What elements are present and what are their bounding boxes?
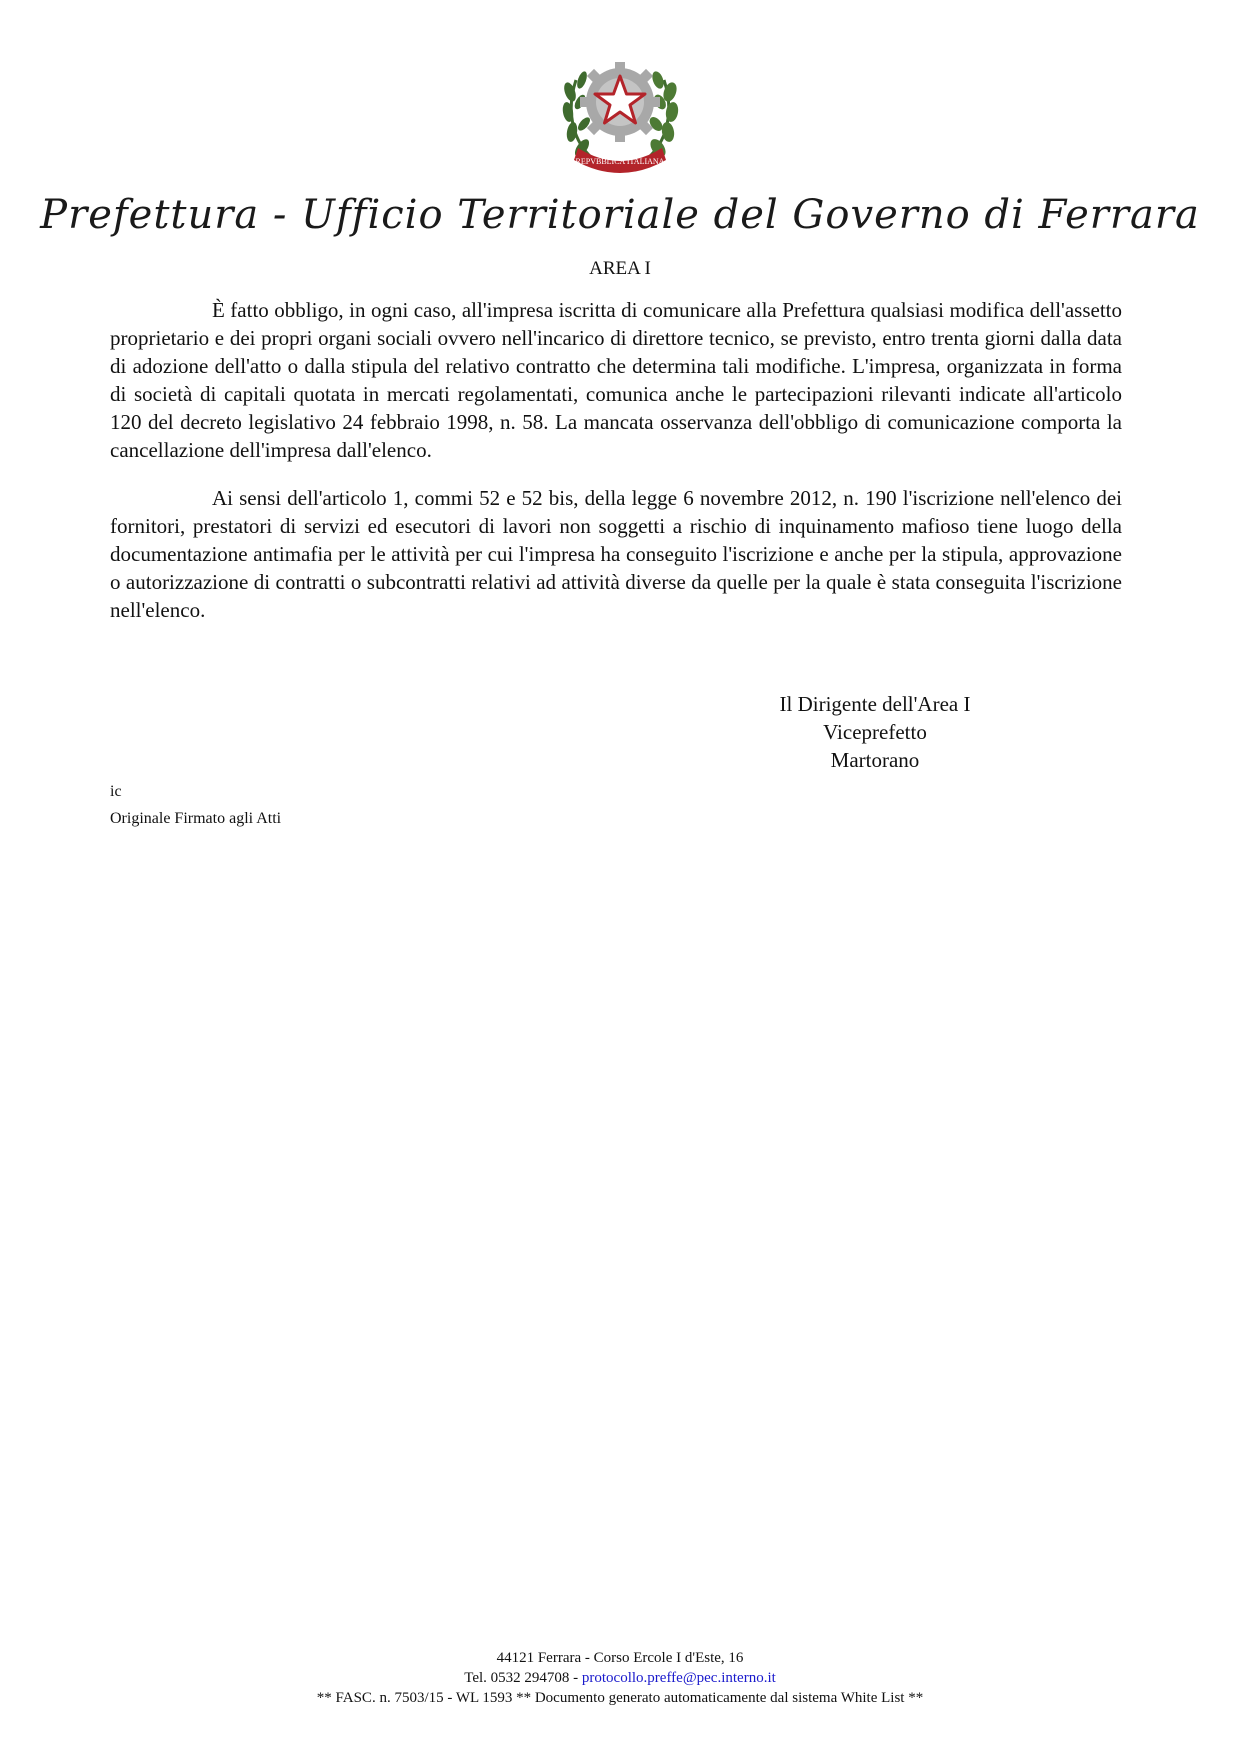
initials: ic — [110, 783, 122, 800]
document-notes — [110, 778, 281, 832]
signed-note: Originale Firmato agli Atti — [110, 810, 282, 827]
office-title: Prefettura - Ufficio Territoriale del Governo di Ferrara — [40, 192, 1200, 238]
emblem-ribbon-text: REPVBBLICA ITALIANA — [575, 157, 665, 166]
document-body — [110, 296, 1122, 644]
footer-phone: Tel. 0532 294708 - — [464, 1670, 582, 1686]
signature-block — [740, 690, 1010, 774]
signature-title: Viceprefetto — [823, 720, 927, 744]
pec-email-link[interactable]: protocollo.preffe@pec.interno.it — [581, 1670, 776, 1686]
area-label: AREA I — [589, 258, 651, 279]
italian-republic-emblem-icon — [558, 40, 682, 176]
signature-role: Il Dirigente dell'Area I — [779, 692, 971, 716]
signature-name: Martorano — [830, 748, 920, 772]
body-paragraph: Ai sensi dell'articolo 1, commi 52 e 52 bis, della legge 6 novembre 2012, n. 190 l'iscrizione nell'elenco dei fornitori, prestatori di servizi ed esecutori di lavori non soggetti a rischio di inquinamento mafioso tiene luogo della documentazione antimafia per le attività per cui l'impresa ha conseguito l'iscrizione e anche per la stipula, approvazione o autorizzazione di contratti o subcontratti relativi ad attività diverse da quelle per la quale è stata conseguita l'iscrizione nell'elenco. — [110, 486, 1122, 622]
body-paragraph: È fatto obbligo, in ogni caso, all'impresa iscritta di comunicare alla Prefettura qualsiasi modifica dell'assetto proprietario e dei propri organi sociali ovvero nell'incarico di direttore tecnico, se previsto, entro trenta giorni dalla data di adozione dell'atto o dalla stipula del relativo contratto che determina tali modifiche. L'impresa, organizzata in forma di società di capitali quotata in mercati regolamentati, comunica anche le partecipazioni rilevanti indicate all'articolo 120 del decreto legislativo 24 febbraio 1998, n. 58. La mancata osservanza dell'obbligo di comunicazione comporta la cancellazione dell'impresa dall'elenco. — [110, 298, 1122, 462]
footer-generated-note: ** FASC. n. 7503/15 - WL 1593 ** Documento generato automaticamente dal sistema White List ** — [316, 1690, 924, 1706]
footer — [0, 1648, 1240, 1708]
footer-contacts — [0, 1668, 1240, 1688]
footer-address: 44121 Ferrara - Corso Ercole I d'Este, 16 — [496, 1650, 744, 1666]
